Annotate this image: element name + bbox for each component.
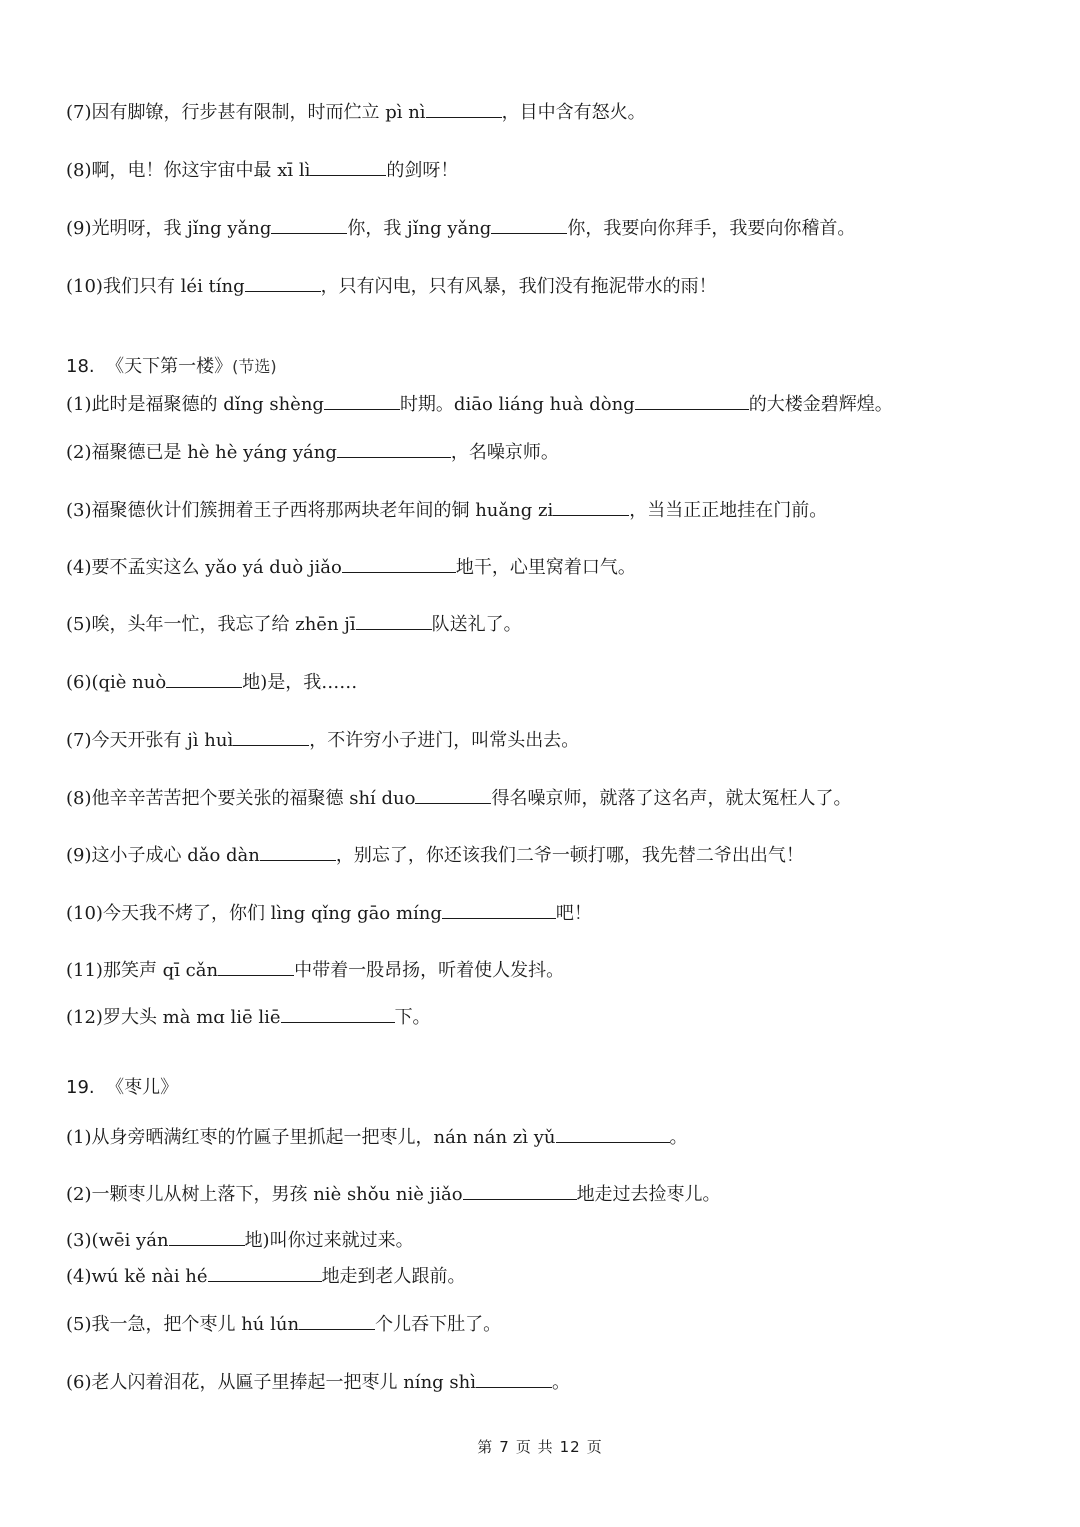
question-item: (1)从身旁晒满红枣的竹匾子里抓起一把枣儿，nán nán zì yǔ 。 xyxy=(66,1124,688,1150)
question-item: (4)要不孟实这么 yǎo yá duò jiǎo 地干，心里窝着口气。 xyxy=(66,554,636,580)
question-item: (5)我一急，把个枣儿 hú lún 个儿吞下肚了。 xyxy=(66,1311,501,1337)
answer-blank[interactable] xyxy=(491,215,567,234)
answer-blank[interactable] xyxy=(233,727,309,746)
answer-blank[interactable] xyxy=(218,957,294,976)
answer-blank[interactable] xyxy=(169,1227,245,1246)
answer-blank[interactable] xyxy=(208,1263,322,1282)
section-heading: 19. 《枣儿》 xyxy=(66,1077,179,1098)
question-item: (11)那笑声 qī cǎn 中带着一股昂扬，听着使人发抖。 xyxy=(66,957,564,983)
answer-blank[interactable] xyxy=(342,554,456,573)
answer-blank[interactable] xyxy=(260,842,336,861)
question-item: (6)(qiè nuò 地)是，我…… xyxy=(66,669,357,695)
question-item: (3)(wēi yán 地)叫你过来就过来。 xyxy=(66,1227,414,1253)
question-item: (4)wú kě nài hé 地走到老人跟前。 xyxy=(66,1263,466,1289)
answer-blank[interactable] xyxy=(356,611,432,630)
answer-blank[interactable] xyxy=(556,1124,670,1143)
answer-blank[interactable] xyxy=(281,1004,395,1023)
question-item: (10)我们只有 léi tíng ，只有闪电，只有风暴，我们没有拖泥带水的雨！ xyxy=(66,273,717,299)
section-heading: 18. 《天下第一楼》(节选) xyxy=(66,356,277,377)
answer-blank[interactable] xyxy=(635,391,749,410)
answer-blank[interactable] xyxy=(310,157,386,176)
question-item: (10)今天我不烤了，你们 lìng qǐng gāo míng 吧！ xyxy=(66,900,592,926)
question-item: (12)罗大头 mà mɑ liē liē 下。 xyxy=(66,1004,431,1030)
answer-blank[interactable] xyxy=(324,391,400,410)
question-item: (2)一颗枣儿从树上落下，男孩 niè shǒu niè jiǎo 地走过去捡枣儿。 xyxy=(66,1181,721,1207)
question-item: (7)今天开张有 jì huì ，不许穷小子进门，叫常头出去。 xyxy=(66,727,579,753)
answer-blank[interactable] xyxy=(271,215,347,234)
question-item: (5)唉，头年一忙，我忘了给 zhēn jī 队送礼了。 xyxy=(66,611,522,637)
answer-blank[interactable] xyxy=(337,439,451,458)
answer-blank[interactable] xyxy=(166,669,242,688)
question-item: (7)因有脚镣，行步甚有限制，时而伫立 pì nì ，目中含有怒火。 xyxy=(66,99,646,125)
answer-blank[interactable] xyxy=(463,1181,577,1200)
question-item: (3)福聚德伙计们簇拥着王子西将那两块老年间的铜 huǎng zi ，当当正正地挂在门前。 xyxy=(66,497,827,523)
question-item: (1)此时是福聚德的 dǐng shèng 时期。diāo liáng huà dòng 的大楼金碧辉煌。 xyxy=(66,391,893,417)
answer-blank[interactable] xyxy=(245,273,321,292)
answer-blank[interactable] xyxy=(442,900,556,919)
page-footer: 第 7 页 共 12 页 xyxy=(477,1438,603,1456)
question-item: (2)福聚德已是 hè hè yáng yáng ，名噪京师。 xyxy=(66,439,559,465)
question-item: (9)这小子成心 dǎo dàn ，别忘了，你还该我们二爷一顿打哪，我先替二爷出出气！ xyxy=(66,842,804,868)
question-item: (6)老人闪着泪花，从匾子里捧起一把枣儿 níng shì 。 xyxy=(66,1369,570,1395)
question-item: (8)他辛辛苦苦把个要关张的福聚德 shí duo 得名噪京师，就落了这名声，就太冤枉人了。 xyxy=(66,785,851,811)
question-item: (8)啊，电！你这宇宙中最 xī lì 的剑呀！ xyxy=(66,157,458,183)
answer-blank[interactable] xyxy=(415,785,491,804)
answer-blank[interactable] xyxy=(426,99,502,118)
question-item: (9)光明呀，我 jǐng yǎng 你，我 jǐng yǎng 你，我要向你拜手，我要向你稽首。 xyxy=(66,215,855,241)
answer-blank[interactable] xyxy=(476,1369,552,1388)
answer-blank[interactable] xyxy=(553,497,629,516)
answer-blank[interactable] xyxy=(299,1311,375,1330)
